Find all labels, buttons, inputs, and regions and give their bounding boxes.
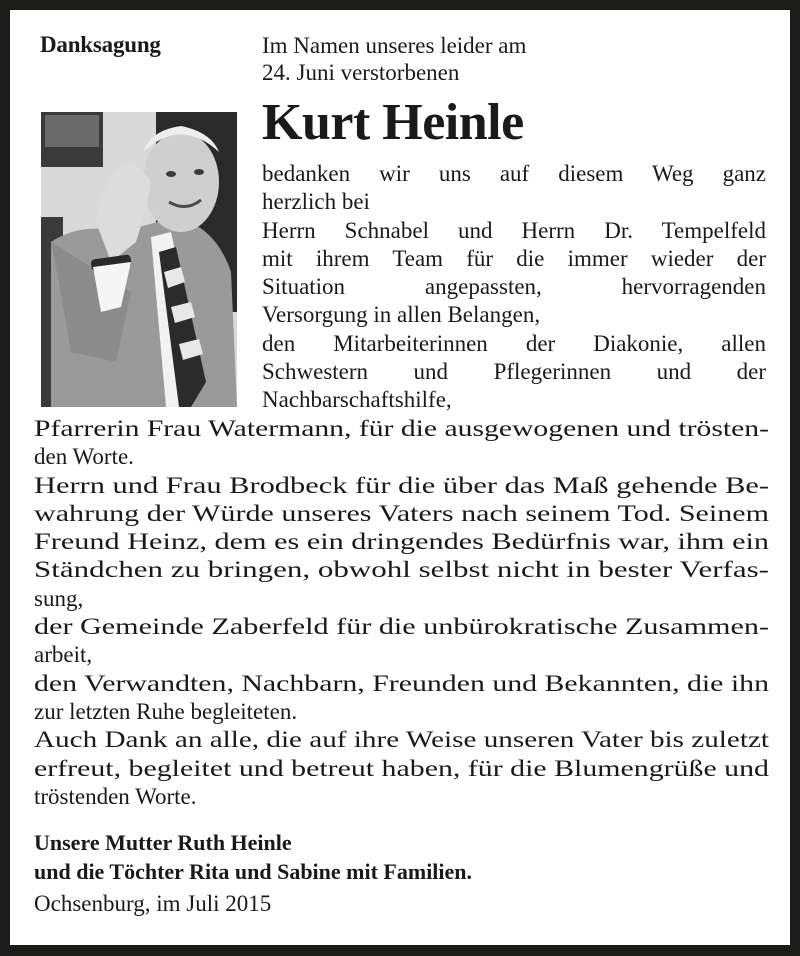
deceased-name: Kurt Heinle [262, 94, 524, 151]
intro-line: Im Namen unseres leider am [262, 33, 527, 58]
text-line: Pfarrerin Frau Watermann, für die ausgewogenen und trösten- [34, 416, 769, 441]
text-line: Schwestern und Pflegerinnen und der [262, 359, 766, 385]
text-line: zur letzten Ruhe begleiteten. [34, 698, 298, 724]
text-line: Herrn Schnabel und Herrn Dr. Tempelfeld [262, 217, 766, 243]
text-line: Auch Dank an alle, die auf ihre Weise unseren Vater bis zuletzt [34, 727, 769, 753]
obituary-notice [10, 10, 790, 945]
text-line: den Worte. [34, 444, 134, 470]
text-line: Situation angepassten, hervorragenden [262, 274, 766, 300]
text-line: wahrung der Würde unseres Vaters nach seinem Tod. Seinem [34, 500, 769, 526]
text-line: Herrn und Frau Brodbeck für die über das Maß gehende Be- [34, 472, 769, 498]
signature [34, 828, 472, 886]
text-line: den Verwandten, Nachbarn, Freunden und Bekannten, die ihn [34, 670, 769, 696]
text-line: Ständchen zu bringen, obwohl selbst nicht in bester Verfas- [34, 557, 769, 583]
text-line: der Gemeinde Zaberfeld für die unbürokratische Zusammen- [34, 614, 769, 640]
signature-line: Unsere Mutter Ruth Heinle [34, 830, 292, 855]
text-line: sung, [34, 585, 84, 611]
text-line: bedanken wir uns auf diesem Weg ganz [262, 161, 766, 186]
text-line: Versorgung in allen Belangen, [262, 302, 541, 328]
text-line: mit ihrem Team für die immer wieder der [262, 245, 766, 271]
signature-line: und die Töchter Rita und Sabine mit Familien. [34, 859, 473, 884]
text-line: erfreut, begleitet und betreut haben, für die Blumengrüße und [34, 755, 769, 781]
place-date: Ochsenburg, im Juli 2015 [34, 891, 272, 916]
thanks-text-column [262, 160, 766, 415]
portrait-illustration [41, 112, 237, 407]
thanks-text-full [34, 415, 769, 811]
text-line: den Mitarbeiterinnen der Diakonie, allen [262, 330, 766, 356]
text-line: Freund Heinz, dem es ein dringendes Bedürfnis war, ihm ein [34, 529, 769, 555]
text-line: herzlich bei [262, 189, 370, 215]
heading-label: Danksagung [40, 32, 161, 57]
intro-line: 24. Juni verstorbenen [262, 60, 460, 85]
text-line: Nachbarschaftshilfe, [262, 387, 452, 413]
portrait-photo [41, 112, 237, 407]
text-line: arbeit, [34, 642, 93, 668]
text-line: tröstenden Worte. [34, 783, 197, 809]
intro-text [262, 32, 526, 86]
